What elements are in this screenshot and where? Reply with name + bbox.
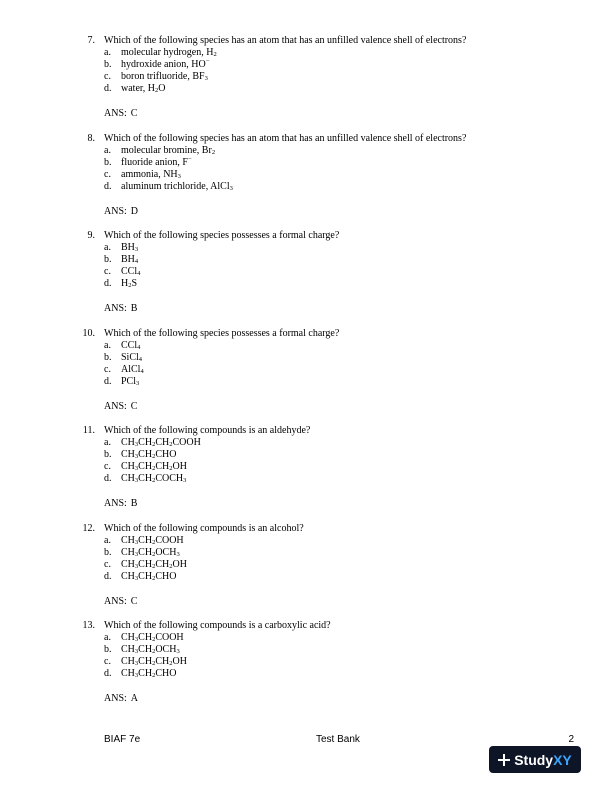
option-text — [121, 559, 187, 570]
option-item — [104, 547, 187, 559]
subscript: 2 — [169, 465, 173, 472]
question-stem: Which of the following compounds is an alcohol? — [104, 522, 304, 534]
option-letter: d. — [104, 180, 112, 192]
plus-icon — [498, 754, 510, 766]
subscript: 3 — [204, 75, 208, 82]
answer-value: B — [130, 303, 138, 314]
subscript: 2 — [152, 538, 156, 546]
text-run: BH — [121, 254, 135, 265]
text-run: CH — [121, 558, 135, 570]
subscript: 3 — [134, 550, 139, 558]
text-run: CH — [121, 570, 135, 582]
text-run: fluoride anion, F — [121, 156, 188, 168]
text-run: OH — [172, 558, 187, 570]
option-item — [104, 169, 233, 181]
question-item — [0, 133, 612, 231]
subscript: 2 — [152, 453, 156, 460]
answer-label: ANS: — [104, 205, 127, 217]
answer-label: ANS: — [104, 108, 127, 119]
option-text — [121, 668, 176, 679]
question-item — [0, 523, 612, 621]
subscript: 3 — [176, 550, 180, 558]
option-text — [121, 571, 176, 582]
text-run: CH — [138, 632, 153, 643]
option-letter: c. — [104, 461, 111, 472]
subscript: 3 — [229, 184, 233, 192]
text-run: BH — [121, 242, 135, 253]
text-run: CHO — [155, 449, 177, 460]
option-letter: d. — [104, 473, 112, 484]
text-run: CH — [121, 461, 135, 472]
option-text — [121, 340, 140, 351]
option-letter: b. — [104, 59, 112, 70]
option-text — [121, 254, 138, 265]
answer-label: ANS: — [104, 595, 127, 607]
text-run: CH — [121, 546, 135, 558]
option-item — [104, 340, 144, 352]
subscript: 2 — [169, 441, 173, 448]
option-text — [121, 83, 166, 94]
option-text — [121, 632, 184, 643]
text-run: CH — [138, 570, 153, 582]
subscript: 3 — [134, 538, 139, 546]
option-letter: a. — [104, 242, 111, 253]
text-run: water, H — [121, 83, 156, 94]
subscript: 3 — [134, 441, 139, 448]
question-number: 10. — [82, 327, 95, 339]
option-list — [104, 437, 201, 485]
answer-value: C — [130, 400, 138, 412]
option-text — [121, 656, 187, 667]
option-text — [121, 376, 139, 387]
question-list — [0, 35, 612, 718]
subscript: 3 — [177, 172, 181, 180]
superscript: − — [205, 58, 210, 65]
question-stem: Which of the following species possesses a formal charge? — [104, 327, 340, 339]
text-run: ammonia, NH — [121, 168, 178, 180]
answer-value: A — [130, 693, 139, 704]
answer-label: ANS: — [104, 498, 127, 509]
option-letter: a. — [104, 339, 111, 351]
subscript: 3 — [134, 636, 139, 643]
text-run: CH — [138, 558, 153, 570]
subscript: 2 — [152, 562, 156, 570]
answer-line — [104, 693, 138, 705]
text-run: CH — [121, 437, 135, 448]
option-text — [121, 169, 181, 180]
question-stem: Which of the following species has an atom that has an unfilled valence shell of electrons? — [104, 35, 467, 46]
text-run: CH — [121, 473, 135, 484]
text-run: CH — [121, 449, 135, 460]
option-item — [104, 47, 217, 59]
question-number: 12. — [82, 522, 95, 534]
text-run: COOH — [172, 437, 201, 448]
question-stem: Which of the following compounds is a carboxylic acid? — [104, 620, 331, 631]
subscript: 2 — [169, 660, 173, 667]
option-letter: a. — [104, 144, 111, 156]
text-run: CH — [138, 668, 153, 679]
option-item — [104, 632, 187, 644]
subscript: 2 — [152, 441, 156, 448]
subscript: 2 — [155, 87, 159, 94]
subscript: 2 — [152, 660, 156, 667]
subscript: 2 — [152, 636, 156, 643]
studyxy-badge[interactable] — [489, 746, 581, 773]
question-item — [0, 230, 612, 328]
option-text — [121, 437, 201, 448]
text-run: AlCl — [121, 363, 141, 375]
badge-brand-accent: XY — [553, 751, 572, 768]
option-item — [104, 242, 140, 254]
option-item — [104, 644, 187, 656]
text-run: CH — [155, 656, 170, 667]
option-item — [104, 535, 187, 547]
text-run: PCl — [121, 375, 137, 387]
text-run: boron trifluoride, BF — [121, 71, 205, 82]
option-text — [121, 547, 180, 558]
subscript: 3 — [134, 453, 139, 460]
text-run: CCl — [121, 339, 138, 351]
option-text — [121, 145, 215, 156]
text-run: molecular bromine, Br — [121, 144, 212, 156]
option-item — [104, 449, 201, 461]
answer-line — [104, 108, 137, 120]
option-letter: d. — [104, 375, 112, 387]
option-text — [121, 473, 186, 484]
question-item — [0, 328, 612, 426]
subscript: 3 — [134, 672, 139, 679]
footer-course: BIAF 7e — [104, 734, 141, 745]
footer-page-number: 2 — [568, 734, 574, 745]
text-run: CHO — [155, 570, 177, 582]
option-letter: b. — [104, 254, 112, 265]
question-stem: Which of the following compounds is an aldehyde? — [104, 425, 311, 436]
answer-label: ANS: — [104, 693, 127, 704]
option-letter: c. — [104, 558, 111, 570]
answer-line — [104, 498, 137, 510]
subscript: 2 — [128, 282, 132, 289]
subscript: 3 — [134, 660, 139, 667]
option-item — [104, 376, 144, 388]
subscript: 3 — [134, 562, 139, 570]
text-run: SiCl — [121, 351, 139, 363]
option-item — [104, 278, 140, 290]
option-item — [104, 266, 140, 278]
text-run: CH — [155, 461, 170, 472]
answer-value: C — [130, 595, 138, 607]
option-item — [104, 559, 187, 571]
text-run: CH — [121, 534, 135, 546]
option-letter: c. — [104, 168, 111, 180]
option-list — [104, 47, 217, 95]
question-number: 8. — [87, 132, 95, 144]
text-run: CH — [121, 644, 135, 655]
option-letter: d. — [104, 83, 112, 94]
subscript: 2 — [152, 574, 156, 582]
option-text — [121, 47, 217, 58]
question-item — [0, 35, 612, 133]
text-run: O — [158, 83, 166, 94]
text-run: CH — [138, 644, 153, 655]
subscript: 4 — [134, 258, 139, 265]
subscript: 4 — [140, 367, 144, 375]
option-text — [121, 278, 137, 289]
option-letter: a. — [104, 534, 111, 546]
text-run: CH — [138, 461, 153, 472]
text-run: OCH — [155, 644, 177, 655]
text-run: OH — [172, 656, 187, 667]
option-text — [121, 364, 144, 375]
subscript: 2 — [152, 550, 156, 558]
subscript: 4 — [137, 343, 141, 351]
option-item — [104, 157, 233, 169]
option-item — [104, 254, 140, 266]
option-letter: d. — [104, 668, 112, 679]
option-item — [104, 461, 201, 473]
option-item — [104, 83, 217, 95]
text-run: CH — [138, 437, 153, 448]
text-run: molecular hydrogen, H — [121, 47, 214, 58]
text-run: OH — [172, 461, 187, 472]
option-item — [104, 352, 144, 364]
text-run: CCl — [121, 266, 138, 277]
option-letter: b. — [104, 644, 112, 655]
text-run: aluminum trichloride, AlCl — [121, 180, 230, 192]
option-letter: a. — [104, 632, 111, 643]
subscript: 3 — [134, 246, 139, 253]
option-letter: b. — [104, 351, 112, 363]
superscript: − — [187, 155, 192, 163]
subscript: 3 — [183, 477, 187, 484]
answer-value: C — [130, 108, 138, 119]
text-run: OCH — [155, 546, 177, 558]
text-run: CH — [121, 656, 135, 667]
option-letter: c. — [104, 363, 111, 375]
text-run: COCH — [155, 473, 184, 484]
option-item — [104, 473, 201, 485]
option-letter: b. — [104, 449, 112, 460]
answer-line — [104, 206, 138, 218]
option-item — [104, 181, 233, 193]
option-text — [121, 157, 192, 168]
option-letter: d. — [104, 278, 112, 289]
option-letter: a. — [104, 437, 111, 448]
option-list — [104, 632, 187, 680]
answer-label: ANS: — [104, 303, 127, 314]
option-list — [104, 340, 144, 388]
option-item — [104, 145, 233, 157]
answer-line — [104, 401, 137, 413]
question-number: 9. — [87, 230, 95, 241]
option-letter: b. — [104, 546, 112, 558]
subscript: 3 — [134, 648, 139, 655]
question-item — [0, 425, 612, 523]
option-letter: c. — [104, 71, 111, 82]
option-item — [104, 571, 187, 583]
option-letter: c. — [104, 656, 111, 667]
option-text — [121, 71, 208, 82]
answer-value: D — [130, 205, 139, 217]
text-run: CH — [121, 668, 135, 679]
subscript: 4 — [138, 355, 143, 363]
question-number: 13. — [82, 620, 95, 631]
option-text — [121, 242, 138, 253]
text-run: hydroxide anion, HO — [121, 59, 206, 70]
badge-brand: Study — [514, 751, 554, 768]
subscript: 3 — [136, 379, 140, 387]
subscript: 3 — [134, 574, 139, 582]
text-run: CH — [138, 656, 153, 667]
question-stem: Which of the following species possesses a formal charge? — [104, 230, 340, 241]
option-letter: a. — [104, 47, 111, 58]
option-item — [104, 437, 201, 449]
text-run: CH — [138, 449, 153, 460]
option-text — [121, 449, 176, 460]
option-item — [104, 668, 187, 680]
option-text — [121, 266, 140, 277]
option-text — [121, 181, 233, 192]
subscript: 2 — [169, 562, 173, 570]
option-item — [104, 364, 144, 376]
text-run: COOH — [155, 534, 184, 546]
option-list — [104, 535, 187, 583]
text-run: CH — [138, 473, 153, 484]
option-text — [121, 59, 209, 70]
text-run: CHO — [155, 668, 177, 679]
text-run: CH — [138, 546, 153, 558]
subscript: 3 — [134, 477, 139, 484]
text-run: H — [121, 278, 129, 289]
question-item — [0, 620, 612, 718]
answer-value: B — [130, 498, 138, 509]
subscript: 2 — [152, 465, 156, 472]
subscript: 2 — [152, 477, 156, 484]
question-stem: Which of the following species has an atom that has an unfilled valence shell of electrons? — [104, 132, 467, 144]
page-footer — [0, 733, 612, 747]
text-run: CH — [138, 534, 153, 546]
option-text — [121, 644, 180, 655]
option-letter: d. — [104, 570, 112, 582]
option-item — [104, 71, 217, 83]
subscript: 3 — [134, 465, 139, 472]
text-run: COOH — [155, 632, 184, 643]
option-item — [104, 59, 217, 71]
subscript: 3 — [176, 648, 180, 655]
answer-label: ANS: — [104, 400, 127, 412]
option-text — [121, 535, 184, 546]
question-number: 11. — [82, 425, 95, 436]
footer-title: Test Bank — [316, 734, 360, 745]
subscript: 4 — [137, 270, 141, 277]
text-run: CH — [155, 437, 170, 448]
question-number: 7. — [87, 35, 95, 46]
answer-line — [104, 303, 137, 315]
option-list — [104, 145, 233, 193]
subscript: 2 — [152, 648, 156, 655]
subscript: 2 — [213, 51, 217, 58]
answer-line — [104, 596, 137, 608]
subscript: 2 — [152, 672, 156, 679]
option-text — [121, 352, 142, 363]
subscript: 2 — [211, 148, 216, 156]
option-letter: b. — [104, 156, 112, 168]
text-run: CH — [121, 632, 135, 643]
option-item — [104, 656, 187, 668]
option-letter: c. — [104, 266, 111, 277]
text-run: CH — [155, 558, 170, 570]
text-run: S — [131, 278, 138, 289]
option-text — [121, 461, 187, 472]
option-list — [104, 242, 140, 290]
